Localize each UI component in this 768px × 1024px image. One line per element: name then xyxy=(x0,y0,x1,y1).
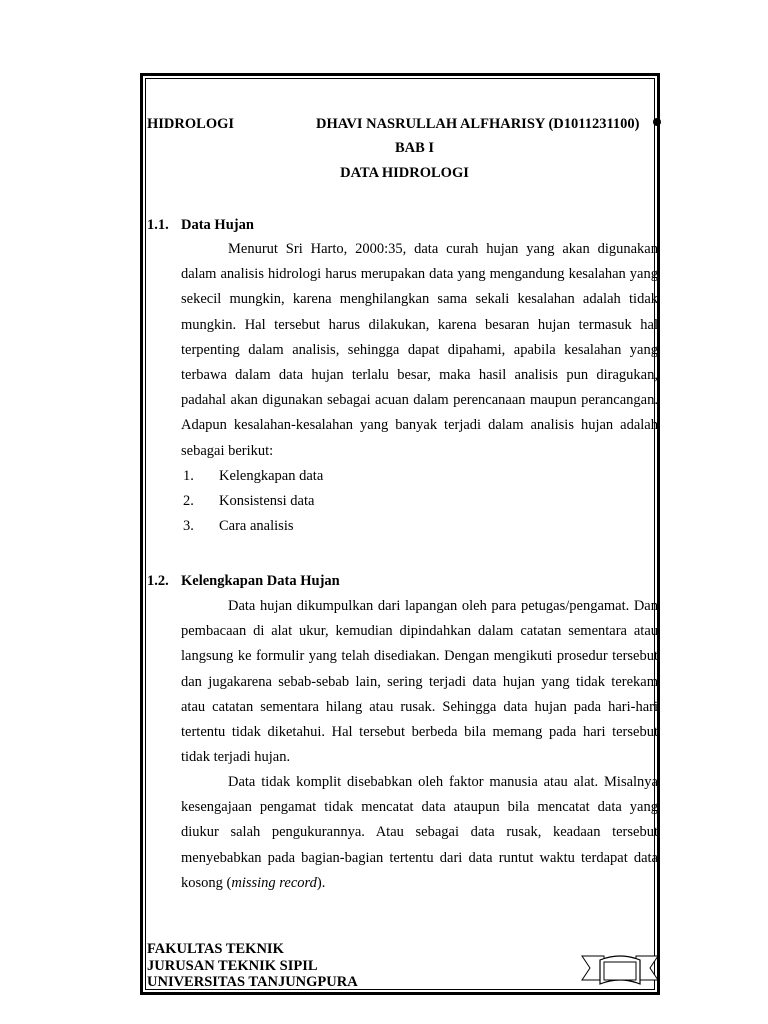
section-title: Data Hujan xyxy=(181,217,254,233)
section-heading-1-1 xyxy=(147,213,254,238)
section-1-2-paragraph-1: Data hujan dikumpulkan dari lapangan oleh para petugas/pengamat. Dan pembacaan di alat ukur, kemudian dipindahkan dalam catatan sementara atau langsung ke formulir yang telah disediakan. Dengan mengikuti prosedur tersebut dan jugakarena sebab-sebab lain, sering terjadi data hujan yang tidak terekam atau catatan sementara hilang atau rusak. Sehingga data hujan pada hari-hari tertentu tidak diketahui. Hal tersebut berbeda bila memang pada hari tersebut tidak terjadi hujan. xyxy=(181,598,658,766)
chapter-title: DATA HIDROLOGI xyxy=(340,165,469,181)
header-course: HIDROLOGI xyxy=(147,116,235,132)
section-1-1-paragraph: Menurut Sri Harto, 2000:35, data curah hujan yang akan digunakan dalam analisis hidrologi harus merupakan data yang mengandung kesalahan yang sekecil mungkin, karena menghilangkan sama sekali kesalahan adalah tidak mungkin. Hal tersebut harus dilakukan, karena besaran hujan termasuk hal terpenting dalam analisis, sehingga dapat dipahami, apabila kesalahan yang terbawa dalam data hujan terlalu besar, maka hasil analisis pun diragukan, padahal akan digunakan sebagai acuan dalam perencanaan maupun perancangan. Adapun kesalahan-kesalahan yang banyak terjadi dalam analisis hujan adalah sebagai berikut: xyxy=(181,241,658,459)
section-title: Kelengkapan Data Hujan xyxy=(181,573,340,589)
section-heading-1-2 xyxy=(147,569,340,594)
banner-scroll-icon xyxy=(580,950,660,990)
section-1-2-paragraph-2: Data tidak komplit disebabkan oleh faktor manusia atau alat. Misalnya kesengajaan pengamat tidak mencatat data ataupun bila mencatat data yang diukur salah pengukurannya. Atau sebagai data rusak, keadaan tersebut menyebabkan pada bagian-bagian tertentu dari data runtut waktu terdapat data kosong (missing record). xyxy=(181,774,658,891)
list-item: 3. Cara analisis xyxy=(183,518,294,535)
footer-faculty: FAKULTAS TEKNIK xyxy=(147,941,284,957)
footer-university: UNIVERSITAS TANJUNGPURA xyxy=(147,974,358,990)
section-number: 1.2. xyxy=(147,573,169,589)
header-author: DHAVI NASRULLAH ALFHARISY (D1011231100) xyxy=(316,116,640,132)
page-content xyxy=(147,112,658,891)
page-footer xyxy=(147,941,358,991)
header-dot xyxy=(653,118,661,126)
footer-department: JURUSAN TEKNIK SIPIL xyxy=(147,957,318,974)
error-list xyxy=(183,464,323,540)
page-header xyxy=(147,112,658,132)
section-number: 1.1. xyxy=(147,217,169,233)
list-item: 1. Kelengkapan data xyxy=(183,468,324,484)
italic-term: missing record xyxy=(231,874,317,891)
list-item: 2. Konsistensi data xyxy=(183,493,315,510)
chapter-number: BAB I xyxy=(394,140,435,156)
